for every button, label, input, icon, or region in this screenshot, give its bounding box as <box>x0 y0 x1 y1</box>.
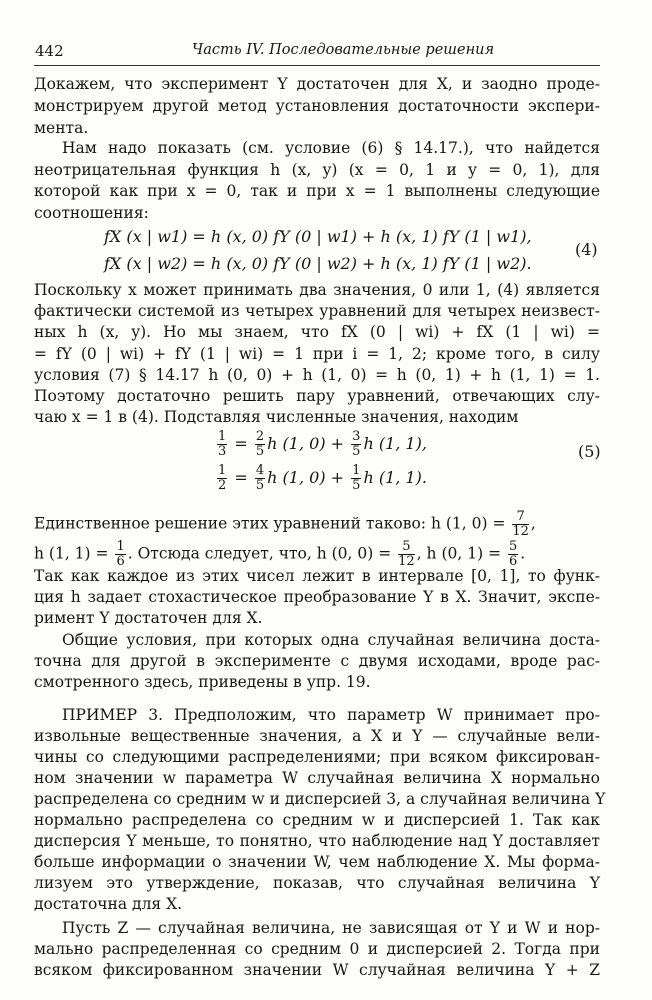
text-line: мента. <box>34 119 89 137</box>
text-line: нормально распределена со средним w и дисперсией 1. Так как <box>34 811 600 829</box>
text-line: ция h задает стохастическое преобразование Y в X. Значит, экспе- <box>34 588 600 606</box>
text-line: мально распределенная со средним 0 и дисперсией 2. Тогда при <box>34 940 600 958</box>
text-line: распределена со средним w и дисперсией 3, а случайная величина Y <box>34 790 606 808</box>
text-line: условия (7) § 14.17 h (0, 0) + h (1, 0) = h (0, 1) + h (1, 1) = 1. <box>34 366 600 384</box>
equation-4-line-2: fX (x | w2) = h (x, 0) fY (0 | w2) + h (x, 1) fY (1 | w2). <box>104 254 532 273</box>
running-title: Часть IV. Последовательные решения <box>192 42 495 58</box>
text-line: чины со следующими распределениями; при всяком фиксирован- <box>34 748 600 766</box>
text-line: Докажем, что эксперимент Y достаточен для X, и заодно проде- <box>34 75 600 93</box>
text-line: Поскольку x может принимать два значения, 0 или 1, (4) является <box>34 281 600 299</box>
text-line: Пусть Z — случайная величина, не зависящая от Y и W и нор- <box>62 919 600 937</box>
text-line: ном значении w параметра W случайная величина X нормально <box>34 769 600 787</box>
text-line: которой как при x = 0, так и при x = 1 выполнены следующие <box>34 182 600 200</box>
text-line: римент Y достаточен для X. <box>34 609 263 627</box>
text-line: ПРИМЕР 3. Предположим, что параметр W принимает про- <box>62 706 600 724</box>
text-line: точна для другой в эксперименте с двумя исходами, вроде рас- <box>34 652 600 670</box>
header-rule <box>34 65 600 66</box>
text-line: лизуем это утверждение, показав, что случайная величина Y <box>34 874 600 892</box>
text-line: Нам надо показать (см. условие (6) § 14.17.), что найдется <box>62 139 600 157</box>
text-line: Общие условия, при которых одна случайная величина доста- <box>62 631 600 649</box>
text-line: соотношения: <box>34 204 149 222</box>
text-line: монстрируем другой метод установления достаточности экспери- <box>34 97 600 115</box>
text-line: больше информации о значении W, чем наблюдение X. Мы форма- <box>34 853 600 871</box>
text-line: фактически системой из четырех уравнений для четырех неизвест- <box>34 302 600 320</box>
text-line: всяком фиксированном значении W случайная величина Y + Z <box>34 961 600 979</box>
text-line: чаю x = 1 в (4). Подставляя численные значения, находим <box>34 408 519 426</box>
page-number: 442 <box>35 42 64 60</box>
text-line: достаточна для X. <box>34 895 183 913</box>
equation-5-line-1: $\frac{1}{3}$ = $\frac{2}{5}$ h (1, 0) + $\frac{3}{5}$ h (1, 1), <box>218 429 427 459</box>
equation-4-line-1: fX (x | w1) = h (x, 0) fY (0 | w1) + h (x, 1) fY (1 | w1), <box>104 227 532 246</box>
text-line: = fY (0 | wi) + fY (1 | wi) = 1 при i = 1, 2; кроме того, в силу <box>34 345 600 363</box>
text-line: смотренного здесь, приведены в упр. 19. <box>34 673 371 691</box>
equation-number-5: (5) <box>578 442 601 461</box>
text-line: ных h (x, y). Но мы знаем, что fX (0 | wi) + fX (1 | wi) = <box>34 323 600 341</box>
text-line: дисперсия Y меньше, то понятно, что наблюдение над Y доставляет <box>34 832 600 850</box>
text-line: неотрицательная функция h (x, y) (x = 0, 1 и y = 0, 1), для <box>34 161 600 179</box>
text-line: извольные вещественные значения, а X и Y — случайные вели- <box>34 727 600 745</box>
solution-line-1: Единственное решение этих уравнений таково: h (1, 0) = $\frac{7}{12}$ , <box>34 509 536 539</box>
solution-line-2: h (1, 1) = $\frac{1}{6}$ . Отсюда следует, что, h (0, 0) = $\frac{5}{12}$ , h (0, 1) = $\frac{5}{6}$ . <box>34 539 526 569</box>
equation-number-4: (4) <box>575 240 598 259</box>
text-line: Так как каждое из этих чисел лежит в интервале [0, 1], то функ- <box>34 567 600 585</box>
text-line: Поэтому достаточно решить пару уравнений, отвечающих слу- <box>34 387 600 405</box>
equation-5-line-2: $\frac{1}{2}$ = $\frac{4}{5}$ h (1, 0) + $\frac{1}{5}$ h (1, 1). <box>218 463 427 493</box>
